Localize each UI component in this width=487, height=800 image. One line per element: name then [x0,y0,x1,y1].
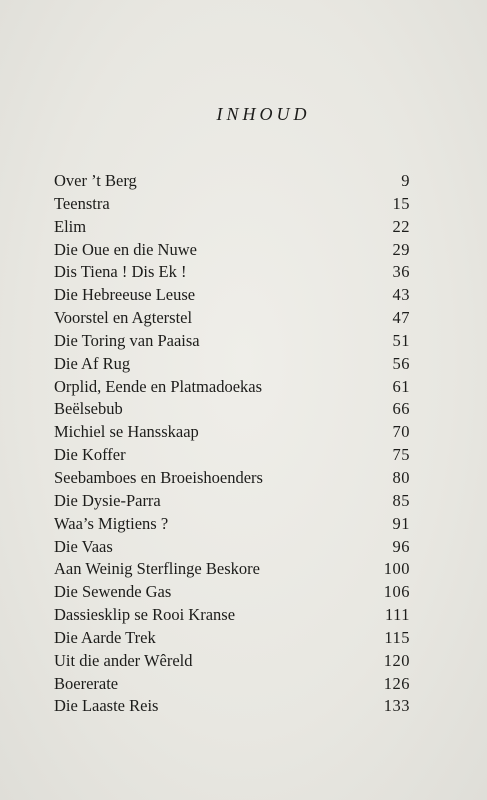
toc-entry-page-number: 126 [383,673,410,693]
toc-entry-page-number: 111 [384,605,410,625]
toc-entry-page-number: 9 [401,171,410,190]
toc-entry [54,421,410,444]
toc-entry-title: Waa’s Migtiens ? [54,513,169,533]
toc-entry [54,490,410,513]
toc-entry-title: Die Oue en die Nuwe [54,239,197,259]
toc-entry-title: Aan Weinig Sterflinge Beskore [54,559,260,579]
toc-entry-page-number: 43 [392,285,410,305]
toc-entry-title: Die Toring van Paaisa [54,330,200,350]
toc-entry-page-number: 15 [392,193,410,213]
toc-entry-title: Michiel se Hansskaap [54,422,199,442]
toc-entry-title: Uit die ander Wêreld [54,650,193,670]
toc-entry-page-number: 96 [392,536,410,556]
toc-entry-title: Die Laaste Reis [54,696,159,716]
toc-entry [54,376,410,399]
toc-entry-title: Die Hebreeuse Leuse [54,285,196,305]
toc-entry-page-number: 133 [383,696,410,716]
table-of-contents [54,170,410,718]
toc-entry-title: Die Dysie-Parra [54,490,161,510]
toc-entry [54,444,410,467]
toc-entry-page-number: 120 [383,650,410,670]
toc-entry [54,673,410,696]
toc-entry-page-number: 47 [392,308,410,328]
toc-entry-title: Die Koffer [54,445,126,465]
contents-heading: INHOUD [216,104,311,124]
toc-entry-title: Beëlsebub [54,399,123,419]
toc-entry-title: Elim [54,216,87,236]
toc-entry [54,353,410,376]
toc-entry-page-number: 70 [392,422,410,442]
toc-entry-title: Die Aarde Trek [54,627,156,647]
toc-entry [54,330,410,353]
toc-entry [54,695,410,718]
toc-entry [54,284,410,307]
toc-entry [54,467,410,490]
toc-entry [54,216,410,239]
toc-entry-page-number: 75 [392,445,410,465]
toc-entry-title: Dassiesklip se Rooi Kranse [54,605,236,625]
toc-entry [54,604,410,627]
toc-entry-title: Die Vaas [54,536,113,556]
toc-entry [54,650,410,673]
toc-entry-page-number: 100 [383,559,410,579]
toc-entry-page-number: 66 [392,399,410,419]
toc-entry-title: Die Af Rug [54,353,131,373]
toc-entry [54,170,410,193]
toc-entry-page-number: 36 [392,262,410,282]
toc-entry [54,581,410,604]
toc-entry-title: Orplid, Eende en Platmadoekas [54,376,263,396]
toc-entry-page-number: 106 [383,582,410,602]
toc-entry [54,513,410,536]
toc-entry-title: Over ’t Berg [54,171,137,190]
toc-entry [54,261,410,284]
toc-entry [54,627,410,650]
toc-entry-title: Teenstra [54,193,110,213]
toc-entry [54,239,410,262]
toc-entry-title: Dis Tiena ! Dis Ek ! [54,262,187,282]
toc-entry-page-number: 61 [392,376,410,396]
toc-entry-page-number: 85 [392,490,410,510]
toc-entry-title: Voorstel en Agterstel [54,308,193,328]
toc-entry [54,536,410,559]
toc-entry [54,558,410,581]
toc-entry [54,193,410,216]
toc-entry-page-number: 115 [384,627,410,647]
toc-entry-page-number: 80 [392,467,410,487]
toc-entry-page-number: 51 [392,330,410,350]
toc-entry-title: Die Sewende Gas [54,582,172,602]
toc-entry-page-number: 29 [392,239,410,259]
toc-entry-title: Seebamboes en Broeishoenders [54,467,263,487]
toc-entry-page-number: 56 [392,353,410,373]
toc-entry-page-number: 22 [392,216,410,236]
toc-entry [54,398,410,421]
toc-entry-page-number: 91 [392,513,410,533]
toc-entry-title: Boererate [54,673,119,693]
toc-entry [54,307,410,330]
